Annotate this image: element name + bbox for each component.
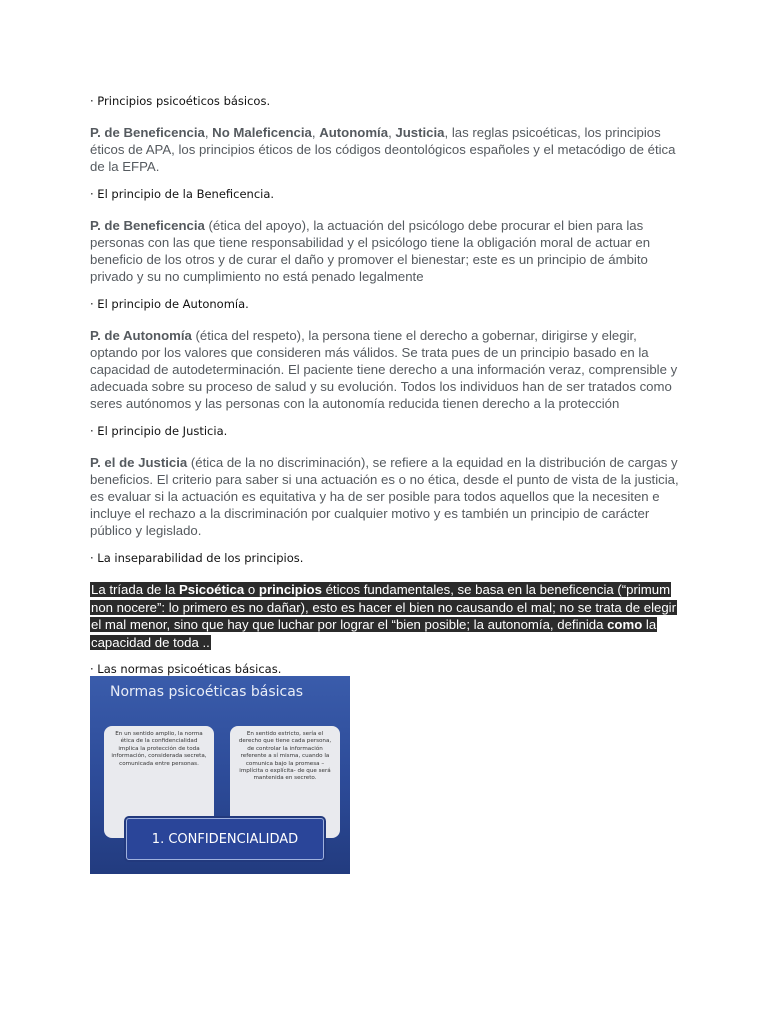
text-run: éticos fundamentales, se basa en la beneficencia (“primum non nocere”: lo primero es no dañar), esto es hacer el bien no causando el mal; no se trata de elegir el mal menor, sino que hay que luchar por lograr el “bien posible; la autonomía, definida — [91, 582, 676, 632]
bold-term: P. de Beneficencia — [90, 218, 205, 233]
bold-psicoetica: Psicoética — [178, 582, 245, 597]
bold-principios: principios — [258, 582, 322, 597]
heading-normas: · Las normas psicoéticas básicas. — [90, 662, 282, 676]
bold-no-maleficencia: No Maleficencia — [212, 125, 312, 140]
heading-beneficencia: · El principio de la Beneficencia. — [90, 187, 275, 201]
bold-term: P. el de Justicia — [90, 455, 188, 470]
separator: , — [204, 125, 213, 140]
bold-justicia: Justicia — [395, 125, 445, 140]
slide-title: Normas psicoéticas básicas — [110, 684, 304, 700]
separator: , — [388, 125, 396, 140]
slide-card-left: En un sentido amplio, la norma ética de la confidencialidad implica la protección de toda información, considerada secreta, comunicada entre personas. — [104, 726, 214, 838]
paragraph-beneficencia — [90, 217, 680, 285]
text-run: La tríada de la — [91, 582, 179, 597]
paragraph-principios — [90, 124, 680, 175]
paragraph-autonomia — [90, 327, 680, 412]
highlight-run — [90, 582, 677, 650]
text-run: o — [244, 582, 259, 597]
heading-principios-basicos: · Principios psicoéticos básicos. — [90, 94, 271, 108]
paragraph-text: (ética del respeto), la persona tiene el derecho a gobernar, dirigirse y elegir, optando por los valores que consideren más válidos. Se trata pues de un principio basado en la capacidad de autodeterminación. El paciente tiene derecho a una información veraz, comprensible y adecuada sobre su proceso de salud y su evolución. Todos los individuos han de ser tratados como seres autónomos y las personas con la autonomía reducida tienen derecho a la protección — [90, 328, 678, 411]
text-run: la capacidad de toda .. — [91, 617, 657, 650]
separator: , — [311, 125, 320, 140]
bold-como: como — [607, 617, 643, 632]
heading-inseparabilidad: · La inseparabilidad de los principios. — [90, 551, 304, 565]
bold-term: P. de Autonomía — [90, 328, 192, 343]
paragraph-text: (ética del apoyo), la actuación del psicólogo debe procurar el bien para las personas con las que tiene responsabilidad y el psicólogo tiene la obligación moral de actuar en beneficio de los otros y de curar el daño y promover el bienestar; este es un principio de ámbito privado y su no cumplimiento no está penado legalmente — [90, 218, 651, 284]
bold-beneficencia: P. de Beneficencia — [90, 125, 205, 140]
heading-justicia: · El principio de Justicia. — [90, 424, 228, 438]
paragraph-text: (ética de la no discriminación), se refiere a la equidad en la distribución de cargas y beneficios. El criterio para saber si una actuación es o no ética, desde el punto de vista de la justicia, es evaluar si la actuación es equitativa y ha de ser posible para todos aquellos que la necesiten e incluye el rechazo a la discriminación por cualquier motivo y es también un principio de carácter público y legislado. — [90, 455, 679, 538]
document-body — [90, 93, 680, 692]
highlighted-paragraph — [90, 581, 680, 651]
bold-autonomia: Autonomía — [319, 125, 389, 140]
paragraph-text: , las reglas psicoéticas, los principios éticos de APA, los principios éticos de los códigos deontológicos españoles y el metacódigo de ética de la EFPA. — [90, 125, 676, 174]
slide-confidencialidad-banner: 1. CONFIDENCIALIDAD — [126, 818, 324, 860]
slide-image-normas — [90, 676, 350, 874]
paragraph-justicia — [90, 454, 680, 539]
slide-card-right: En sentido estricto, sería el derecho que tiene cada persona, de controlar la información referente a sí misma, cuando la comunica bajo la promesa – implícita o explícita- de que será mantenida en secreto. — [230, 726, 340, 838]
heading-autonomia: · El principio de Autonomía. — [90, 297, 249, 311]
